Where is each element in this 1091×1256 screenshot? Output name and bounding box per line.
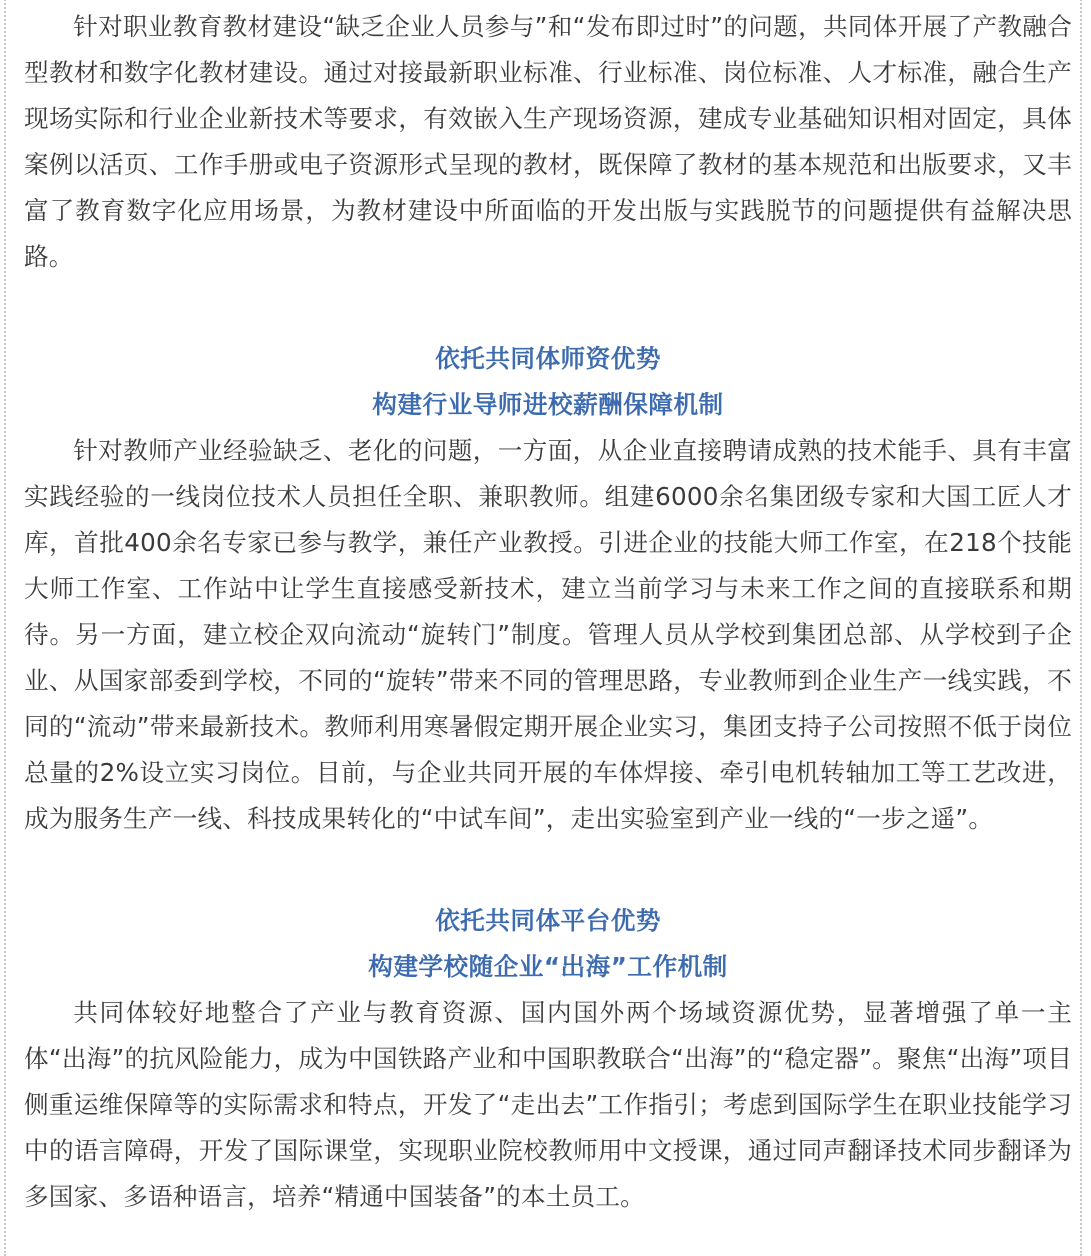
- section-platform-paragraph: 共同体较好地整合了产业与教育资源、国内国外两个场域资源优势，显著增强了单一主体“出海”的抗风险能力，成为中国铁路产业和中国职教联合“出海”的“稳定器”。聚焦“出海”项目侧重运维保障等的实际需求和特点，开发了“走出去”工作指引；考虑到国际学生在职业技能学习中的语言障碍，开发了国际课堂，实现职业院校教师用中文授课，通过同声翻译技术同步翻译为多国家、多语种语言，培养“精通中国装备”的本土员工。: [24, 998, 1072, 1211]
- section-teachers: [24, 336, 1072, 842]
- section-teachers-paragraph: 针对教师产业经验缺乏、老化的问题，一方面，从企业直接聘请成熟的技术能手、具有丰富实践经验的一线岗位技术人员担任全职、兼职教师。组建6000余名集团级专家和大国工匠人才库，首批400余名专家已参与教学，兼任产业教授。引进企业的技能大师工作室，在218个技能大师工作室、工作站中让学生直接感受新技术，建立当前学习与未来工作之间的直接联系和期待。另一方面，建立校企双向流动“旋转门”制度。管理人员从学校到集团总部、从学校到子企业、从国家部委到学校，不同的“旋转”带来不同的管理思路，专业教师到企业生产一线实践，不同的“流动”带来最新技术。教师利用寒暑假定期开展企业实习，集团支持子公司按照不低于岗位总量的2%设立实习岗位。目前，与企业共同开展的车体焊接、牵引电机转轴加工等工艺改进，成为服务生产一线、科技成果转化的“中试车间”，走出实验室到产业一线的“一步之遥”。: [24, 436, 1072, 833]
- intro-paragraph: 针对职业教育教材建设“缺乏企业人员参与”和“发布即过时”的问题，共同体开展了产教融合型教材和数字化教材建设。通过对接最新职业标准、行业标准、岗位标准、人才标准，融合生产现场实际和行业企业新技术等要求，有效嵌入生产现场资源，建成专业基础知识相对固定，具体案例以活页、工作手册或电子资源形式呈现的教材，既保障了教材的基本规范和出版要求，又丰富了教育数字化应用场景，为教材建设中所面临的开发出版与实践脱节的问题提供有益解决思路。: [24, 12, 1072, 271]
- section-teachers-heading-line1: 依托共同体师资优势: [435, 344, 661, 373]
- article-content: [24, 4, 1072, 1220]
- section-platform-heading-line2: 构建学校随企业“出海”工作机制: [368, 952, 728, 981]
- section-teachers-heading-line2: 构建行业导师进校薪酬保障机制: [372, 390, 724, 419]
- section-platform: [24, 898, 1072, 1220]
- section-platform-heading-line1: 依托共同体平台优势: [435, 906, 661, 935]
